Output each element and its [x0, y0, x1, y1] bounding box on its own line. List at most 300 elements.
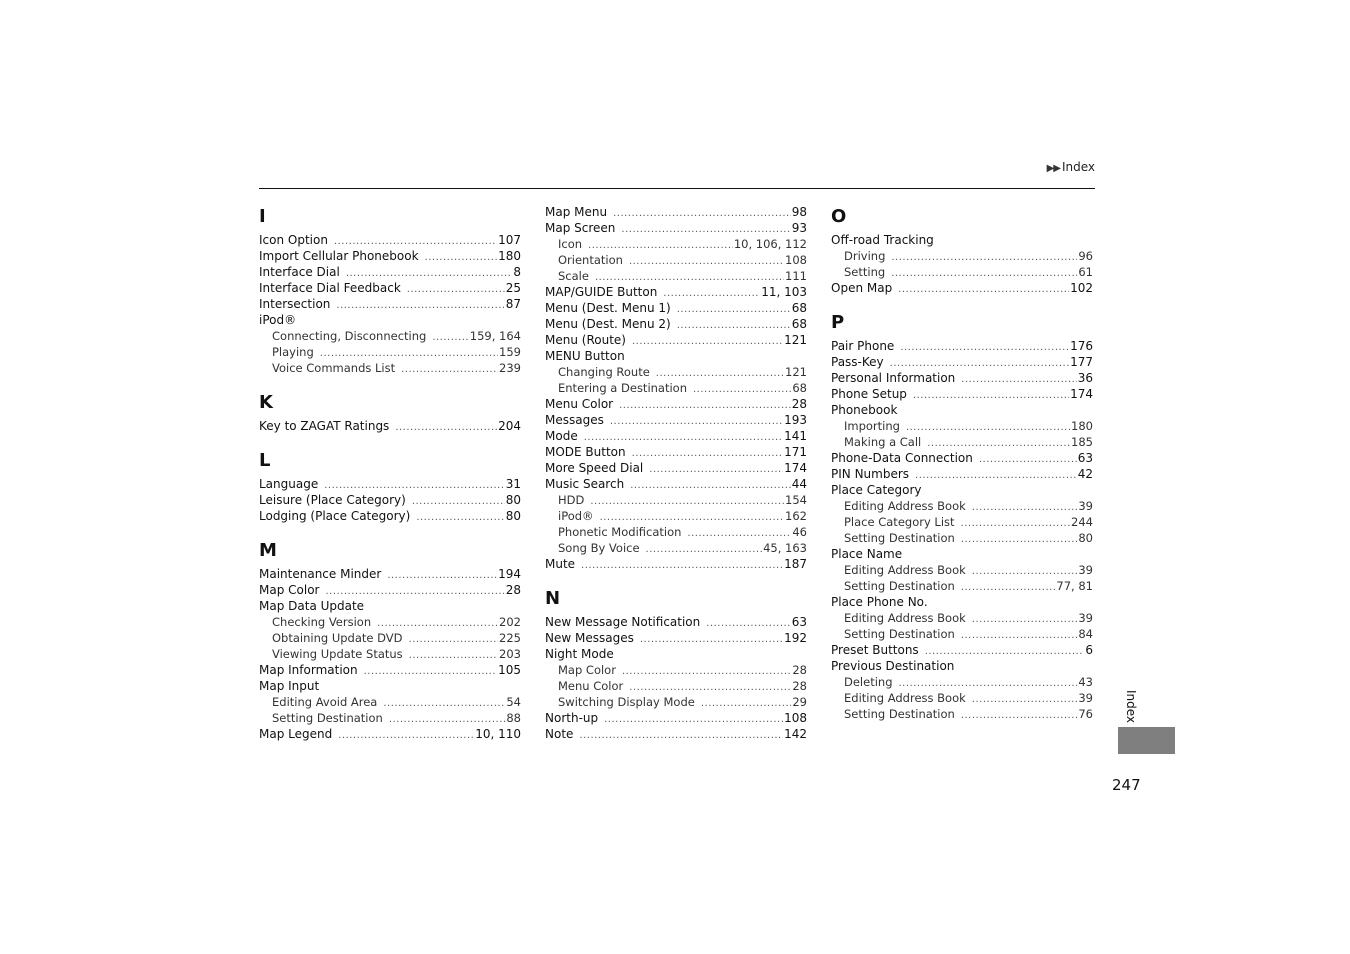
index-subentry: [545, 252, 807, 268]
page-number: 247: [1112, 776, 1141, 794]
entry-pages: 25: [505, 281, 521, 295]
entry-term: Setting Destination: [844, 579, 955, 593]
entry-pages: 108: [785, 253, 807, 267]
index-subentry: [545, 524, 807, 540]
index-section: [259, 390, 521, 434]
index-subentry: [259, 360, 521, 376]
entry-pages: 63: [1077, 451, 1093, 465]
entry-term: Mute: [545, 557, 576, 571]
entry-pages: 180: [498, 249, 521, 263]
index-section: [259, 204, 521, 376]
entry-term: Icon: [558, 237, 583, 251]
dot-leader: [383, 696, 505, 712]
dot-leader: [604, 712, 783, 728]
entry-term: Entering a Destination: [558, 381, 687, 395]
index-entry: [831, 450, 1093, 466]
entry-term: Changing Route: [558, 365, 650, 379]
entry-term: Connecting, Disconnecting: [272, 329, 427, 343]
index-subentry: [259, 694, 521, 710]
dot-leader: [915, 468, 1077, 484]
dot-leader: [416, 510, 504, 526]
entry-term: Map Color: [558, 663, 616, 677]
entry-term: Map Input: [259, 679, 320, 693]
index-subentry: [831, 706, 1093, 722]
dot-leader: [961, 580, 1056, 596]
index-section: [259, 448, 521, 524]
section-letter: K: [259, 392, 273, 413]
entry-pages: 39: [1078, 563, 1093, 577]
entry-pages: 28: [791, 397, 807, 411]
dot-leader: [701, 696, 792, 712]
entry-pages: 244: [1071, 515, 1093, 529]
entry-term: Map Menu: [545, 205, 608, 219]
entry-term: Menu (Dest. Menu 1): [545, 301, 671, 315]
dot-leader: [395, 420, 497, 436]
index-entry: [259, 508, 521, 524]
dot-leader: [663, 286, 760, 302]
entry-term: Key to ZAGAT Ratings: [259, 419, 390, 433]
index-subentry: [545, 364, 807, 380]
entry-pages: 180: [1071, 419, 1093, 433]
index-entry: [545, 646, 807, 662]
index-entry: [259, 598, 521, 614]
index-entry: [545, 726, 807, 742]
entry-term: Setting: [844, 265, 886, 279]
dot-leader: [649, 462, 783, 478]
dot-leader: [646, 542, 763, 558]
index-entry: [831, 402, 1093, 418]
entry-pages: 185: [1071, 435, 1093, 449]
entry-term: Orientation: [558, 253, 623, 267]
index-entry: [831, 338, 1093, 354]
entry-pages: 28: [792, 679, 807, 693]
entry-pages: 68: [791, 317, 807, 331]
entry-pages: 171: [784, 445, 807, 459]
index-section: [259, 538, 521, 742]
entry-term: Phonetic Modification: [558, 525, 682, 539]
section-letter: I: [259, 206, 266, 227]
section-letter: O: [831, 206, 847, 227]
entry-pages: 203: [499, 647, 521, 661]
index-entry: [259, 492, 521, 508]
breadcrumb: [1047, 160, 1095, 174]
index-entry: [831, 280, 1093, 296]
index-subentry: [831, 562, 1093, 578]
entry-pages: 176: [1070, 339, 1093, 353]
dot-leader: [610, 414, 783, 430]
entry-pages: 159: [499, 345, 521, 359]
index-entry: [545, 284, 807, 300]
entry-term: Menu (Route): [545, 333, 626, 347]
index-subentry: [545, 236, 807, 252]
index-subentry: [545, 508, 807, 524]
section-letter: M: [259, 540, 277, 561]
dot-leader: [972, 692, 1078, 708]
index-entry: [831, 232, 1093, 248]
entry-pages: 43: [1078, 675, 1093, 689]
entry-pages: 111: [785, 269, 807, 283]
index-subentry: [545, 540, 807, 556]
entry-term: Import Cellular Phonebook: [259, 249, 419, 263]
index-subentry: [545, 662, 807, 678]
entry-pages: 192: [784, 631, 807, 645]
entry-pages: 42: [1077, 467, 1093, 481]
index-column-1: [259, 204, 521, 742]
index-subentry: [259, 328, 521, 344]
entry-pages: 46: [792, 525, 807, 539]
entry-pages: 102: [1070, 281, 1093, 295]
entry-term: Setting Destination: [844, 707, 955, 721]
entry-term: Menu (Dest. Menu 2): [545, 317, 671, 331]
index-entry: [831, 370, 1093, 386]
entry-pages: 63: [791, 615, 807, 629]
entry-pages: 93: [791, 221, 807, 235]
entry-pages: 28: [792, 663, 807, 677]
dot-leader: [622, 664, 791, 680]
entry-term: Messages: [545, 413, 604, 427]
dot-leader: [900, 340, 1069, 356]
index-entry: [545, 332, 807, 348]
entry-term: MAP/GUIDE Button: [545, 285, 658, 299]
dot-leader: [387, 568, 497, 584]
entry-pages: 108: [784, 711, 807, 725]
entry-pages: 174: [1070, 387, 1093, 401]
index-entry: [831, 546, 1093, 562]
index-entry: [259, 582, 521, 598]
entry-term: Importing: [844, 419, 900, 433]
entry-term: Checking Version: [272, 615, 372, 629]
entry-pages: 121: [785, 365, 807, 379]
index-subentry: [545, 694, 807, 710]
entry-term: Note: [545, 727, 574, 741]
index-entry: [831, 354, 1093, 370]
dot-leader: [629, 254, 784, 270]
entry-pages: 142: [784, 727, 807, 741]
index-subentry: [545, 380, 807, 396]
entry-term: MODE Button: [545, 445, 626, 459]
index-entry: [545, 396, 807, 412]
entry-term: Map Information: [259, 663, 358, 677]
entry-pages: 239: [499, 361, 521, 375]
index-entry: [259, 476, 521, 492]
index-subentry: [831, 690, 1093, 706]
entry-pages: 8: [513, 265, 521, 279]
entry-term: Menu Color: [545, 397, 614, 411]
entry-term: Maintenance Minder: [259, 567, 382, 581]
index-column-2: [545, 204, 807, 742]
entry-pages: 45, 163: [763, 541, 807, 555]
entry-term: Phonebook: [831, 403, 898, 417]
index-entry: [545, 630, 807, 646]
entry-term: New Messages: [545, 631, 634, 645]
entry-term: Interface Dial Feedback: [259, 281, 401, 295]
entry-term: Mode: [545, 429, 578, 443]
section-letter: L: [259, 450, 271, 471]
dot-leader: [677, 302, 791, 318]
entry-term: Pass-Key: [831, 355, 884, 369]
entry-term: Lodging (Place Category): [259, 509, 411, 523]
index-subentry: [831, 626, 1093, 642]
entry-pages: 194: [498, 567, 521, 581]
dot-leader: [412, 494, 505, 510]
entry-term: Music Search: [545, 477, 625, 491]
entry-pages: 121: [784, 333, 807, 347]
entry-term: Map Screen: [545, 221, 616, 235]
index-subentry: [545, 678, 807, 694]
dot-leader: [401, 362, 498, 378]
index-entry: [545, 556, 807, 572]
index-entry: [545, 428, 807, 444]
entry-term: Driving: [844, 249, 886, 263]
dot-leader: [409, 648, 498, 664]
entry-term: Switching Display Mode: [558, 695, 695, 709]
entry-term: Open Map: [831, 281, 893, 295]
entry-pages: 225: [499, 631, 521, 645]
dot-leader: [693, 382, 791, 398]
index-section: [545, 586, 807, 742]
entry-term: Deleting: [844, 675, 893, 689]
dot-leader: [581, 558, 783, 574]
index-entry: [545, 220, 807, 236]
entry-term: More Speed Dial: [545, 461, 644, 475]
entry-pages: 98: [791, 205, 807, 219]
dot-leader: [961, 708, 1078, 724]
entry-term: Place Phone No.: [831, 595, 928, 609]
entry-pages: 68: [792, 381, 807, 395]
entry-term: Map Color: [259, 583, 320, 597]
index-section: [831, 204, 1093, 296]
entry-pages: 61: [1078, 265, 1093, 279]
entry-term: Setting Destination: [272, 711, 383, 725]
index-entry: [259, 248, 521, 264]
index-entry: [831, 482, 1093, 498]
dot-leader: [979, 452, 1077, 468]
entry-term: Map Legend: [259, 727, 333, 741]
index-entry: [831, 466, 1093, 482]
entry-pages: 159, 164: [469, 329, 521, 343]
index-entry: [545, 614, 807, 630]
index-entry: [259, 418, 521, 434]
dot-leader: [619, 398, 791, 414]
entry-term: iPod®: [558, 509, 594, 523]
index-entry: [831, 594, 1093, 610]
index-subentry: [545, 268, 807, 284]
dot-leader: [898, 282, 1069, 298]
double-triangle-icon: ▶▶: [1046, 163, 1060, 174]
entry-term: Phone Setup: [831, 387, 907, 401]
entry-pages: 202: [499, 615, 521, 629]
dot-leader: [677, 318, 791, 334]
entry-pages: 77, 81: [1056, 579, 1093, 593]
entry-pages: 88: [506, 711, 521, 725]
entry-term: Menu Color: [558, 679, 624, 693]
entry-pages: 87: [505, 297, 521, 311]
index-entry: [259, 280, 521, 296]
entry-pages: 54: [506, 695, 521, 709]
section-letter: N: [545, 588, 561, 609]
index-entry: [831, 658, 1093, 674]
index-entry: [545, 476, 807, 492]
entry-pages: 10, 110: [475, 727, 521, 741]
index-entry: [259, 232, 521, 248]
dot-leader: [590, 494, 784, 510]
entry-term: Icon Option: [259, 233, 328, 247]
dot-leader: [891, 250, 1077, 266]
entry-term: Intersection: [259, 297, 331, 311]
dot-leader: [425, 250, 498, 266]
index-entry: [545, 412, 807, 428]
entry-term: Editing Address Book: [844, 611, 966, 625]
header-divider: [259, 188, 1095, 189]
entry-term: Leisure (Place Category): [259, 493, 406, 507]
entry-pages: 141: [784, 429, 807, 443]
dot-leader: [961, 516, 1071, 532]
index-entry: [259, 296, 521, 312]
entry-term: Preset Buttons: [831, 643, 919, 657]
entry-term: Place Name: [831, 547, 903, 561]
entry-pages: 174: [784, 461, 807, 475]
section-letter: P: [831, 312, 845, 333]
dot-leader: [632, 334, 783, 350]
entry-term: Map Data Update: [259, 599, 365, 613]
entry-term: iPod®: [259, 313, 297, 327]
side-index-label: Index: [1124, 690, 1138, 724]
entry-term: Making a Call: [844, 435, 922, 449]
index-subentry: [259, 344, 521, 360]
entry-pages: 11, 103: [761, 285, 807, 299]
dot-leader: [961, 532, 1078, 548]
index-entry: [831, 386, 1093, 402]
entry-pages: 193: [784, 413, 807, 427]
entry-term: Voice Commands List: [272, 361, 396, 375]
entry-term: Song By Voice: [558, 541, 640, 555]
index-subentry: [545, 492, 807, 508]
index-subentry: [831, 434, 1093, 450]
dot-leader: [961, 628, 1078, 644]
index-subentry: [831, 418, 1093, 434]
entry-pages: 6: [1085, 643, 1093, 657]
index-entry: [259, 678, 521, 694]
index-entry: [831, 642, 1093, 658]
entry-pages: 39: [1078, 611, 1093, 625]
index-subentry: [831, 610, 1093, 626]
index-entry: [545, 348, 807, 364]
entry-term: New Message Notification: [545, 615, 701, 629]
dot-leader: [913, 388, 1069, 404]
index-entry: [259, 726, 521, 742]
entry-term: MENU Button: [545, 349, 625, 363]
dot-leader: [409, 632, 499, 648]
entry-term: Night Mode: [545, 647, 614, 661]
dot-leader: [630, 478, 791, 494]
index-subentry: [259, 630, 521, 646]
entry-pages: 39: [1078, 691, 1093, 705]
side-index-tab: [1118, 727, 1175, 754]
entry-term: Place Category: [831, 483, 922, 497]
entry-pages: 107: [498, 233, 521, 247]
dot-leader: [336, 298, 504, 314]
entry-pages: 84: [1078, 627, 1093, 641]
entry-pages: 177: [1070, 355, 1093, 369]
index-entry: [545, 316, 807, 332]
index-subentry: [259, 710, 521, 726]
dot-leader: [891, 266, 1077, 282]
entry-term: Setting Destination: [844, 531, 955, 545]
dot-leader: [432, 330, 468, 346]
entry-term: North-up: [545, 711, 599, 725]
entry-term: Setting Destination: [844, 627, 955, 641]
entry-pages: 187: [784, 557, 807, 571]
index-entry: [545, 204, 807, 220]
entry-term: Off-road Tracking: [831, 233, 934, 247]
index-column-3: [831, 204, 1093, 722]
index-subentry: [831, 530, 1093, 546]
entry-term: Viewing Update Status: [272, 647, 403, 661]
index-subentry: [831, 578, 1093, 594]
entry-pages: 36: [1077, 371, 1093, 385]
dot-leader: [961, 372, 1076, 388]
index-section: [831, 310, 1093, 722]
dot-leader: [579, 728, 783, 744]
entry-term: Language: [259, 477, 319, 491]
index-entry: [259, 312, 521, 328]
entry-pages: 105: [498, 663, 521, 677]
dot-leader: [640, 632, 783, 648]
dot-leader: [338, 728, 474, 744]
entry-pages: 29: [792, 695, 807, 709]
entry-term: Scale: [558, 269, 589, 283]
index-entry: [545, 444, 807, 460]
entry-pages: 28: [505, 583, 521, 597]
entry-term: Playing: [272, 345, 314, 359]
entry-pages: 76: [1078, 707, 1093, 721]
dot-leader: [706, 616, 790, 632]
entry-pages: 80: [505, 493, 521, 507]
dot-leader: [972, 612, 1078, 628]
dot-leader: [613, 206, 791, 222]
index-entry: [545, 710, 807, 726]
index-entry: [545, 300, 807, 316]
dot-leader: [632, 446, 783, 462]
entry-pages: 204: [498, 419, 521, 433]
breadcrumb-label: Index: [1061, 160, 1095, 174]
index-entry: [259, 566, 521, 582]
entry-pages: 96: [1078, 249, 1093, 263]
index-entry: [259, 662, 521, 678]
entry-term: Editing Address Book: [844, 499, 966, 513]
entry-term: PIN Numbers: [831, 467, 910, 481]
entry-term: Place Category List: [844, 515, 955, 529]
index-entry: [545, 460, 807, 476]
entry-pages: 68: [791, 301, 807, 315]
index-section: [545, 204, 807, 572]
dot-leader: [906, 420, 1070, 436]
entry-pages: 44: [791, 477, 807, 491]
entry-term: Interface Dial: [259, 265, 340, 279]
entry-term: Editing Address Book: [844, 563, 966, 577]
dot-leader: [364, 664, 497, 680]
entry-term: Pair Phone: [831, 339, 895, 353]
entry-term: HDD: [558, 493, 585, 507]
entry-term: Editing Avoid Area: [272, 695, 378, 709]
entry-term: Previous Destination: [831, 659, 955, 673]
entry-pages: 80: [505, 509, 521, 523]
index-subentry: [831, 514, 1093, 530]
entry-pages: 31: [505, 477, 521, 491]
entry-pages: 154: [785, 493, 807, 507]
entry-pages: 162: [785, 509, 807, 523]
index-subentry: [831, 248, 1093, 264]
